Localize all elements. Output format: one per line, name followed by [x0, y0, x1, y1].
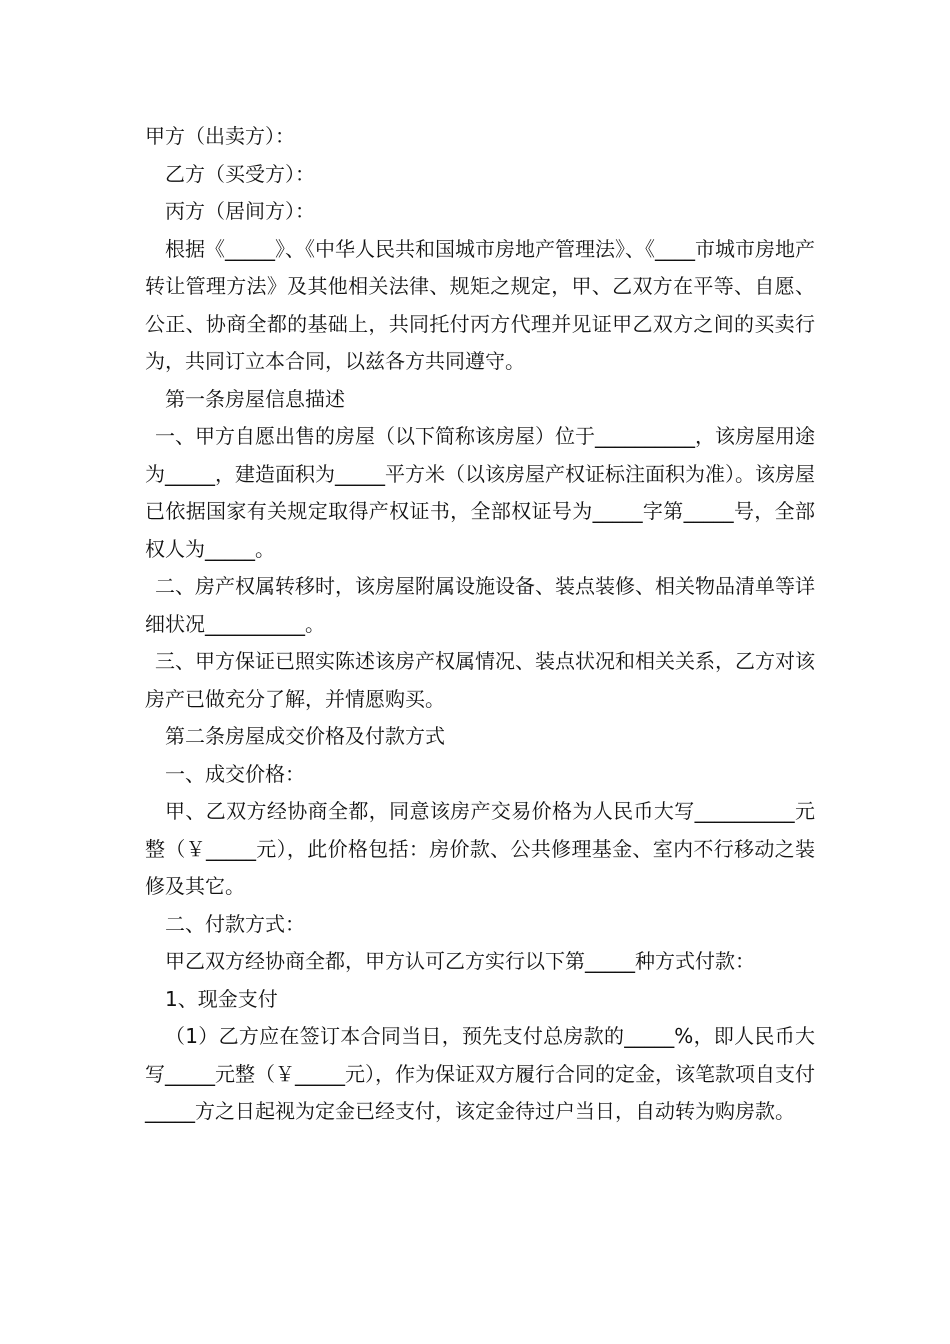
price-paragraph: 甲、乙双方经协商全都，同意该房产交易价格为人民币大写__________元整（￥_____元），此价格包括：房价款、公共修理基金、室内不行移动之装修及其它。 — [145, 799, 815, 898]
article-2-heading: 第二条房屋成交价格及付款方式 — [165, 724, 445, 748]
payment-subheading: 二、付款方式： — [165, 911, 305, 936]
article-1-clause-2: 二、房产权属转移时，该房屋附属设施设备、装点装修、相关物品清单等详细状况__________。 — [145, 574, 815, 636]
party-c-line: 丙方（居间方）： — [165, 199, 315, 223]
article-1-heading: 第一条房屋信息描述 — [165, 386, 345, 411]
preamble-paragraph: 根据《_____》、《中华人民共和国城市房地产管理法》、《____市城市房地产转让管理方法》及其他相关法律、规矩之规定，甲、乙双方在平等、自愿、公正、协商全都的基础上，共同托付丙方代理并见证甲乙双方之间的买卖行为，共同订立本合同，以兹各方共同遵守。 — [145, 236, 815, 373]
price-subheading: 一、成交价格： — [165, 761, 305, 786]
article-1-clause-3: 三、甲方保证已照实陈述该房产权属情况、装点状况和相关关系，乙方对该房产已做充分了解，并情愿购买。 — [145, 649, 815, 711]
party-b-line: 乙方（买受方）： — [165, 161, 315, 186]
article-1-clause-1: 一、甲方自愿出售的房屋（以下简称该房屋）位于__________，该房屋用途为_____，建造面积为_____平方米（以该房屋产权证标注面积为准）。该房屋已依据国家有关规定取得产权证书，全部权证号为_____字第_____号，全部权人为_____。 — [145, 424, 815, 561]
cash-payment-heading: 1、现金支付 — [165, 986, 278, 1011]
contract-document — [145, 118, 815, 1131]
payment-method-paragraph: 甲乙双方经协商全都，甲方认可乙方实行以下第_____种方式付款： — [165, 949, 755, 973]
party-a-line: 甲方（出卖方）： — [145, 124, 295, 148]
cash-payment-item-1: （1）乙方应在签订本合同当日，预先支付总房款的_____%，即人民币大写_____元整（￥_____元），作为保证双方履行合同的定金，该笔款项自支付_____方之日起视为定金已经支付，该定金待过户当日，自动转为购房款。 — [145, 1024, 815, 1123]
